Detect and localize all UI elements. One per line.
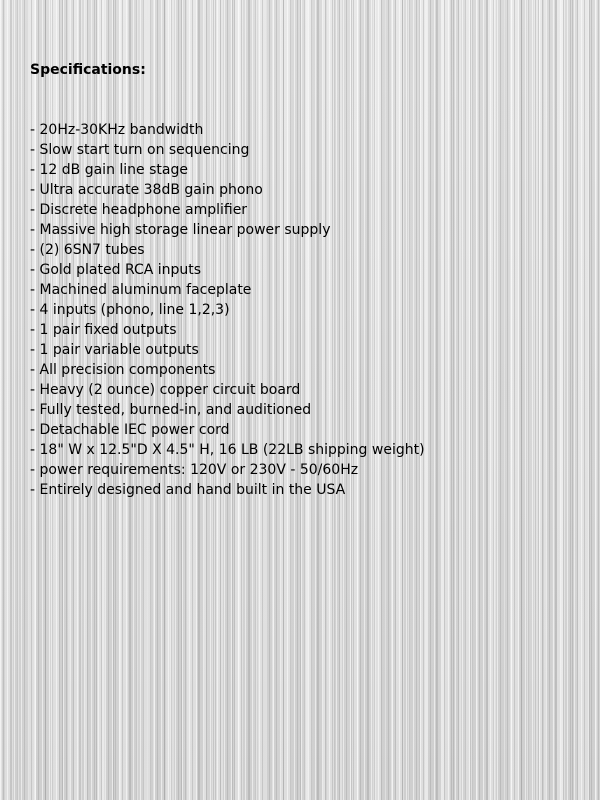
spec-item: - Entirely designed and hand built in the USA <box>30 482 346 498</box>
specifications-section <box>30 60 590 500</box>
spec-item: - Slow start turn on sequencing <box>30 142 250 158</box>
spec-item: - (2) 6SN7 tubes <box>30 242 145 258</box>
spec-item: - 1 pair variable outputs <box>30 342 199 358</box>
spec-item: - Discrete headphone amplifier <box>30 202 248 218</box>
spec-item: - 20Hz-30KHz bandwidth <box>30 122 204 138</box>
spec-item: - Detachable IEC power cord <box>30 422 230 438</box>
spec-item: - 1 pair fixed outputs <box>30 322 177 338</box>
spec-item: - Fully tested, burned-in, and auditioned <box>30 402 312 418</box>
spec-item: - Ultra accurate 38dB gain phono <box>30 182 263 198</box>
spec-item: - Heavy (2 ounce) copper circuit board <box>30 382 301 398</box>
spec-item: - 4 inputs (phono, line 1,2,3) <box>30 302 230 318</box>
spec-item: - Machined aluminum faceplate <box>30 282 252 298</box>
spec-item: - Massive high storage linear power supply <box>30 222 331 238</box>
specifications-list <box>30 120 590 500</box>
spec-item: - All precision components <box>30 362 216 378</box>
spec-item: - Gold plated RCA inputs <box>30 262 202 278</box>
spec-item: - 18" W x 12.5"D X 4.5" H, 16 LB (22LB shipping weight) <box>30 442 425 458</box>
specifications-heading: Specifications: <box>30 62 146 78</box>
spec-item: - 12 dB gain line stage <box>30 162 188 178</box>
spec-item: - power requirements: 120V or 230V - 50/60Hz <box>30 462 359 478</box>
